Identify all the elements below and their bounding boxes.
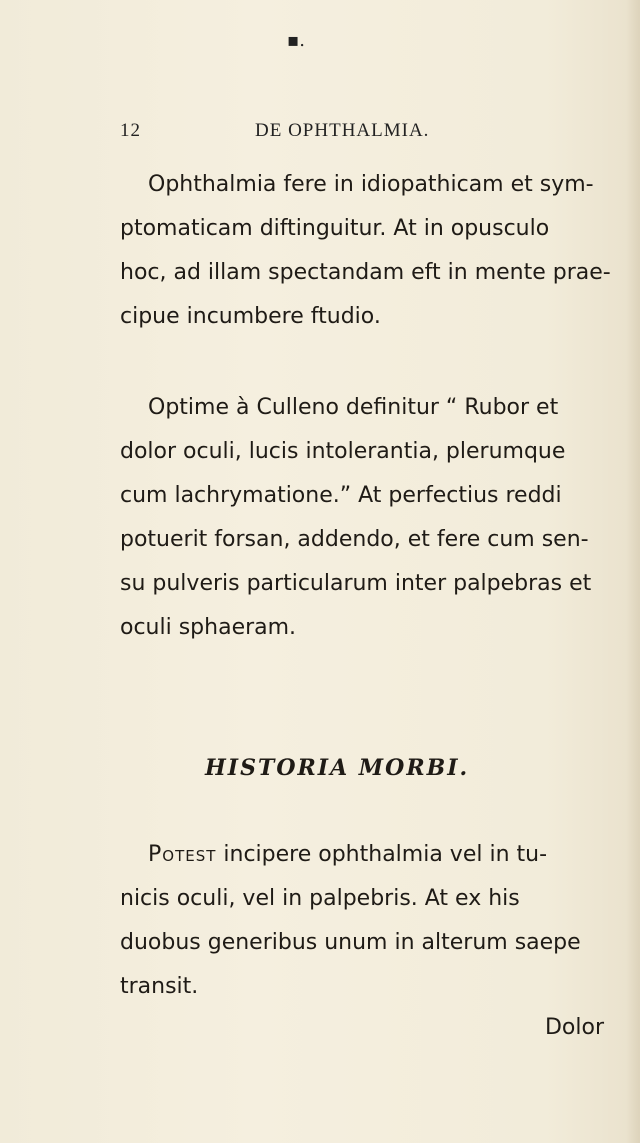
text-line: oculi sphaeram.: [120, 615, 297, 640]
text-line: [120, 833, 615, 877]
text-line: nicis oculi, vel in palpebris. At ex his: [120, 886, 520, 911]
printer-mark: ▪.: [287, 30, 305, 51]
text-line: cum lachrymatione.” At perfectius reddi: [120, 483, 562, 508]
page-edge: [626, 0, 640, 1143]
paragraph-2: [120, 386, 615, 650]
page-number: 12: [120, 120, 141, 141]
text-line: duobus generibus unum in alterum saepe: [120, 930, 581, 955]
text-line: dolor oculi, lucis intolerantia, plerumque: [120, 439, 566, 464]
first-line-rest: incipere ophthalmia vel in tu-: [216, 842, 548, 867]
text-line: Optime à Culleno definitur “ Rubor et: [148, 395, 559, 420]
text-line: cipue incumbere ftudio.: [120, 304, 381, 329]
first-word: Potest: [148, 842, 217, 867]
text-line: Ophthalmia fere in idiopathicam et sym-: [148, 172, 594, 197]
running-title: DE OPHTHALMIA.: [255, 120, 430, 141]
text-line: potuerit forsan, addendo, et fere cum sen-: [120, 527, 589, 552]
text-line: transit.: [120, 974, 199, 999]
text-line: hoc, ad illam spectandam eft in mente prae-: [120, 260, 611, 285]
paragraph-3: [120, 833, 615, 1009]
paragraph-1: [120, 163, 615, 339]
section-heading: HISTORIA MORBI.: [205, 755, 470, 781]
text-line: ptomaticam diftinguitur. At in opusculo: [120, 216, 550, 241]
text-line: su pulveris particularum inter palpebras et: [120, 571, 592, 596]
catchword: Dolor: [544, 1015, 604, 1040]
